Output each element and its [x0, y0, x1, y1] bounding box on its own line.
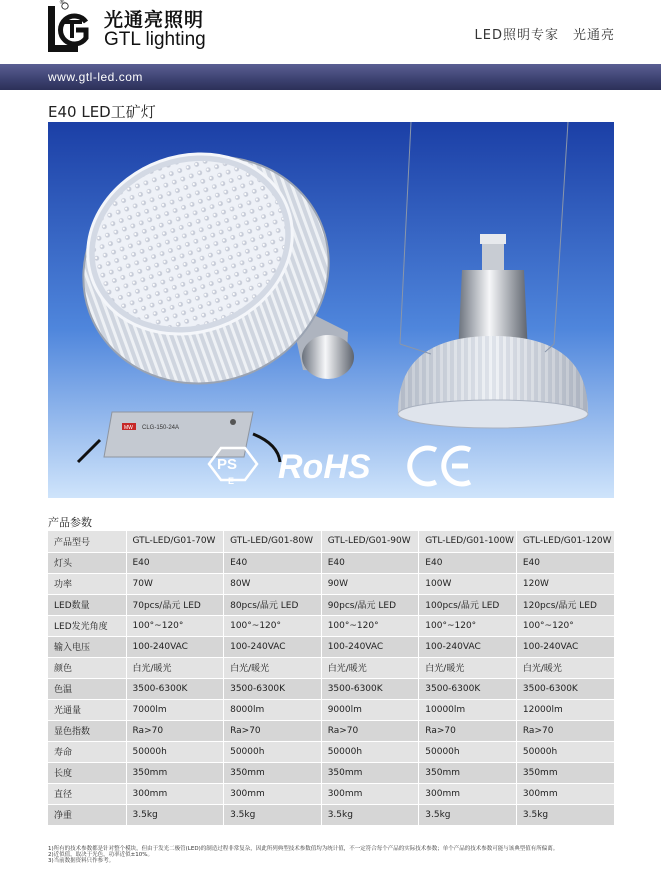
footnote-line: 3)当前数据资料只作参考。	[48, 858, 115, 865]
value-cell: 3.5kg	[321, 804, 419, 825]
value-cell: Ra>70	[126, 720, 224, 741]
value-cell: 80W	[224, 573, 322, 594]
table-row	[48, 552, 614, 573]
model-cell: GTL-LED/G01-70W	[126, 531, 224, 552]
value-cell: 12000lm	[516, 699, 614, 720]
driver-model-text: CLG-150-24A	[142, 425, 180, 431]
value-cell: 120pcs/晶元 LED	[516, 594, 614, 615]
value-cell: 100°~120°	[419, 615, 517, 636]
table-row	[48, 762, 614, 783]
row-label-cell: 灯头	[48, 552, 126, 573]
value-cell: 50000h	[224, 741, 322, 762]
value-cell: E40	[224, 552, 322, 573]
value-cell: 100pcs/晶元 LED	[419, 594, 517, 615]
footnote-line: 2)近似值，取决于光色，功率近似±10%。	[48, 852, 153, 859]
table-header-row	[48, 531, 614, 552]
value-cell: 300mm	[126, 783, 224, 804]
table-row	[48, 594, 614, 615]
table-row	[48, 699, 614, 720]
model-cell: GTL-LED/G01-90W	[321, 531, 419, 552]
registered-mark: ®	[59, 0, 65, 6]
value-cell: 350mm	[126, 762, 224, 783]
value-cell: 3500-6300K	[516, 678, 614, 699]
value-cell: E40	[126, 552, 224, 573]
page-title: E40 LED工矿灯	[48, 103, 156, 121]
value-cell: 8000lm	[224, 699, 322, 720]
row-label-cell: 光通量	[48, 699, 126, 720]
value-cell: 50000h	[419, 741, 517, 762]
value-cell: 3500-6300K	[126, 678, 224, 699]
table-row	[48, 720, 614, 741]
value-cell: 90W	[321, 573, 419, 594]
value-cell: Ra>70	[321, 720, 419, 741]
value-cell: Ra>70	[224, 720, 322, 741]
value-cell: 100°~120°	[516, 615, 614, 636]
value-cell: 350mm	[224, 762, 322, 783]
spec-section-label: 产品参数	[48, 516, 92, 529]
pse-e-text: E	[228, 476, 235, 486]
row-label-cell: LED发光角度	[48, 615, 126, 636]
row-label-cell: 色温	[48, 678, 126, 699]
footnotes	[48, 846, 628, 865]
brand-name-cn: 光通亮照明	[104, 9, 205, 31]
value-cell: 3500-6300K	[419, 678, 517, 699]
value-cell: 白光/暖光	[516, 657, 614, 678]
value-cell: Ra>70	[419, 720, 517, 741]
spec-table	[48, 531, 614, 826]
gtl-logo-icon	[46, 2, 92, 58]
pse-text: PS	[217, 456, 238, 473]
value-cell: 100°~120°	[126, 615, 224, 636]
model-cell: GTL-LED/G01-100W	[419, 531, 517, 552]
row-label-cell: 净重	[48, 804, 126, 825]
value-cell: E40	[321, 552, 419, 573]
website-bar	[0, 64, 661, 90]
table-row	[48, 573, 614, 594]
value-cell: 70W	[126, 573, 224, 594]
header-slogan: LED照明专家 光通亮	[474, 28, 615, 43]
row-label-cell: 直径	[48, 783, 126, 804]
header-label-cell: 产品型号	[48, 531, 126, 552]
value-cell: 9000lm	[321, 699, 419, 720]
rohs-mark: RoHS	[278, 448, 371, 486]
table-row	[48, 636, 614, 657]
row-label-cell: 输入电压	[48, 636, 126, 657]
value-cell: 100-240VAC	[224, 636, 322, 657]
value-cell: Ra>70	[516, 720, 614, 741]
website-url[interactable]: www.gtl-led.com	[48, 70, 143, 84]
footnote-line: 1)所有的技术参数都是针对整个模块，但由于发光二极管(LED)的制造过程非常复杂，因此所列典型技术参数值均为统计值，不一定符合每个产品的实际技术参数；单个产品的技术参数可能与该典型值有所偏离。	[48, 846, 559, 852]
value-cell: 3.5kg	[224, 804, 322, 825]
value-cell: 90pcs/晶元 LED	[321, 594, 419, 615]
table-row	[48, 615, 614, 636]
row-label-cell: 长度	[48, 762, 126, 783]
table-row	[48, 804, 614, 825]
value-cell: 80pcs/晶元 LED	[224, 594, 322, 615]
value-cell: 300mm	[419, 783, 517, 804]
value-cell: 70pcs/晶元 LED	[126, 594, 224, 615]
value-cell: 白光/暖光	[126, 657, 224, 678]
table-row	[48, 741, 614, 762]
table-row	[48, 678, 614, 699]
value-cell: 100°~120°	[224, 615, 322, 636]
value-cell: 300mm	[516, 783, 614, 804]
value-cell: 350mm	[419, 762, 517, 783]
value-cell: 3.5kg	[419, 804, 517, 825]
value-cell: 350mm	[516, 762, 614, 783]
table-row	[48, 657, 614, 678]
value-cell: 50000h	[321, 741, 419, 762]
model-cell: GTL-LED/G01-120W	[516, 531, 614, 552]
value-cell: 300mm	[321, 783, 419, 804]
page-header	[0, 0, 661, 64]
value-cell: 白光/暖光	[419, 657, 517, 678]
value-cell: 50000h	[516, 741, 614, 762]
value-cell: 100W	[419, 573, 517, 594]
brand-name-en: GTL lighting	[104, 29, 206, 50]
value-cell: 3500-6300K	[321, 678, 419, 699]
value-cell: 3500-6300K	[224, 678, 322, 699]
value-cell: 3.5kg	[126, 804, 224, 825]
driver-brand-text: MW	[124, 425, 133, 431]
value-cell: E40	[419, 552, 517, 573]
row-label-cell: LED数量	[48, 594, 126, 615]
value-cell: 100-240VAC	[126, 636, 224, 657]
value-cell: 白光/暖光	[321, 657, 419, 678]
value-cell: 10000lm	[419, 699, 517, 720]
value-cell: 100-240VAC	[321, 636, 419, 657]
value-cell: 300mm	[224, 783, 322, 804]
value-cell: 100-240VAC	[516, 636, 614, 657]
value-cell: 120W	[516, 573, 614, 594]
value-cell: 350mm	[321, 762, 419, 783]
value-cell: E40	[516, 552, 614, 573]
table-row	[48, 783, 614, 804]
model-cell: GTL-LED/G01-80W	[224, 531, 322, 552]
product-photo	[48, 122, 614, 498]
row-label-cell: 寿命	[48, 741, 126, 762]
value-cell: 50000h	[126, 741, 224, 762]
row-label-cell: 颜色	[48, 657, 126, 678]
value-cell: 7000lm	[126, 699, 224, 720]
row-label-cell: 功率	[48, 573, 126, 594]
row-label-cell: 显色指数	[48, 720, 126, 741]
value-cell: 3.5kg	[516, 804, 614, 825]
value-cell: 100-240VAC	[419, 636, 517, 657]
value-cell: 白光/暖光	[224, 657, 322, 678]
value-cell: 100°~120°	[321, 615, 419, 636]
spec-table-body	[48, 531, 614, 825]
